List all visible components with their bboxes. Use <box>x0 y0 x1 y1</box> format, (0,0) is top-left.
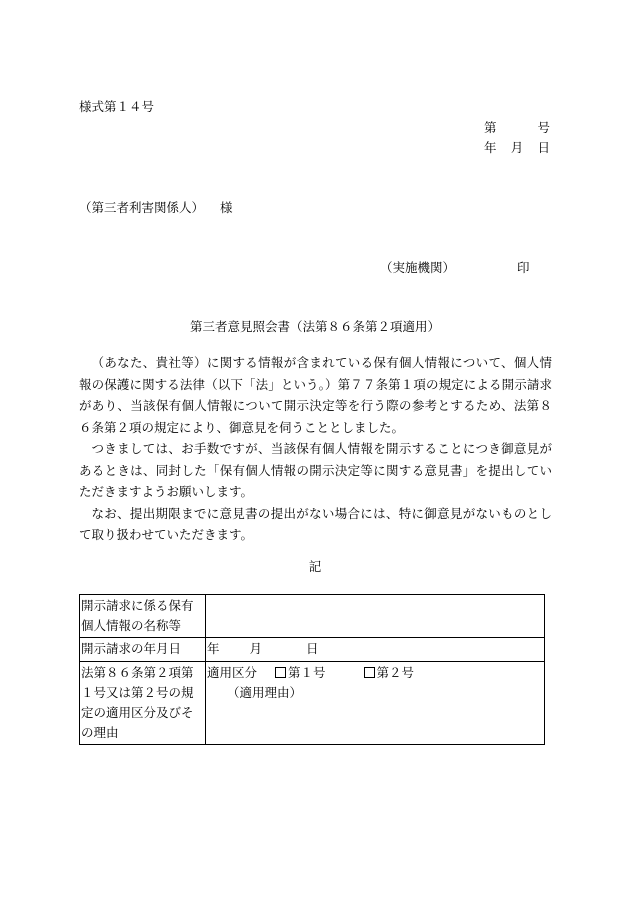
category-option-2: 第２号 <box>376 665 415 680</box>
label-category: 法第８６条第２項第１号又は第２号の規定の適用区分及びその理由 <box>80 662 206 745</box>
request-info-table <box>79 594 545 745</box>
category-label: 適用区分 <box>207 665 258 680</box>
label-request-date: 開示請求の年月日 <box>80 638 206 662</box>
label-info-name: 開示請求に係る保有個人情報の名称等 <box>80 595 206 638</box>
document-date <box>484 138 550 156</box>
seal-mark: 印 <box>517 260 530 275</box>
addressee-name: （第三者利害関係人） <box>79 200 205 215</box>
body-paragraph-3: なお、提出期限までに意見書の提出がない場合には、特に御意見がないものとして取り扱わせていただきます。 <box>79 505 552 542</box>
date-day: 日 <box>537 140 550 155</box>
request-date-month: 月 <box>249 641 263 656</box>
document-number-suffix: 号 <box>537 120 550 135</box>
table-row-category <box>80 662 545 745</box>
table-row-request-date <box>80 638 545 662</box>
category-option-1: 第１号 <box>288 665 326 680</box>
organization-name: （実施機関） <box>380 260 456 275</box>
document-title: 第三者意見照会書（法第８６条第２項適用） <box>189 319 440 334</box>
document-number <box>484 118 550 136</box>
category-options <box>207 663 543 683</box>
implementing-organization <box>380 258 530 276</box>
request-date-year: 年 <box>207 641 220 656</box>
category-reason: （適用理由） <box>227 685 303 700</box>
checkbox-item-2 <box>364 667 375 678</box>
table-row-info-name <box>80 595 545 638</box>
value-info-name <box>206 595 545 638</box>
ki-heading: 記 <box>308 559 322 574</box>
date-month: 月 <box>510 140 524 155</box>
document-number-prefix: 第 <box>484 120 497 135</box>
body-paragraph-1: （あなた、貴社等）に関する情報が含まれている保有個人情報について、個人情報の保護に関する法律（以下「法」という。）第７７条第１項の規定による開示請求があり、当該保有個人情報について開示決定等を行う際の参考とするため、法第８６条第２項の規定により、御意見を伺うこととしました。 <box>79 355 552 435</box>
date-year: 年 <box>484 140 497 155</box>
value-request-date <box>206 638 545 662</box>
addressee-honorific: 様 <box>220 200 233 215</box>
request-date-day: 日 <box>306 641 319 656</box>
checkbox-item-1 <box>275 667 286 678</box>
body-text <box>79 352 552 546</box>
value-category <box>206 662 545 745</box>
body-paragraph-2: つきましては、お手数ですが、当該保有個人情報を開示することにつき御意見があるときは、同封した「保有個人情報の開示決定等に関する意見書」を提出していただきますようお願いします。 <box>79 441 552 499</box>
addressee <box>79 198 233 216</box>
form-number: 様式第１４号 <box>79 99 155 114</box>
